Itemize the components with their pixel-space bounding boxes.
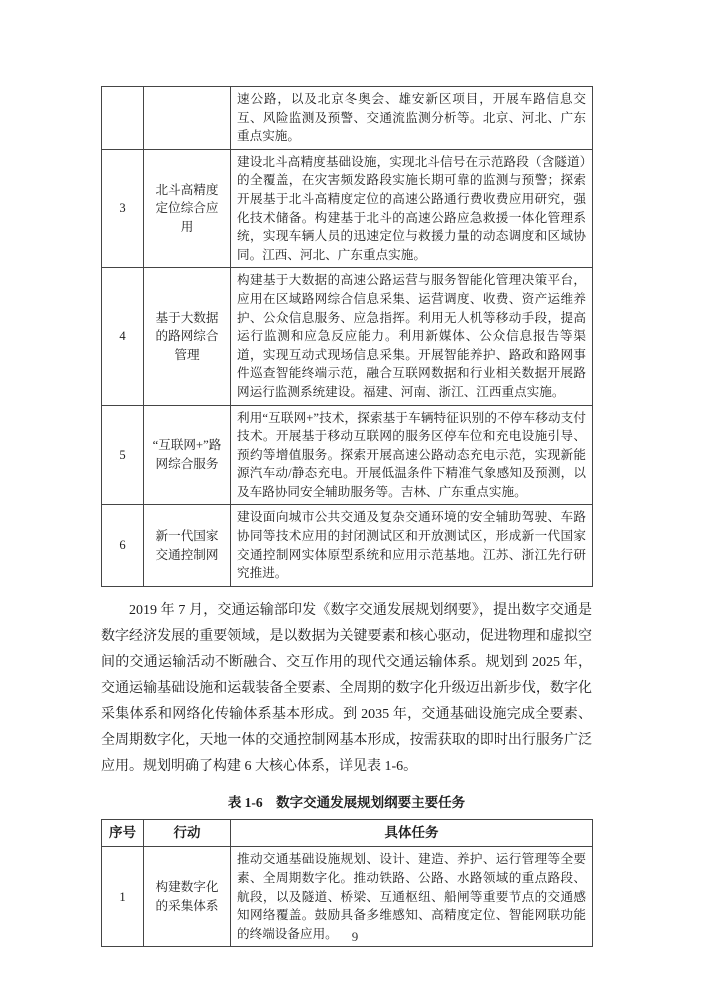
task-cell: 利用“互联网+”技术，探索基于车辆特征识别的不停车移动支付技术。开展基于移动互联网的服务区停车位和充电设施引导、预约等增值服务。探索开展高速公路动态充电示范，实现新能源汽车动/静态充电。开展低温条件下精准气象感知及预测，以及车路协同安全辅助服务等。吉林、广东重点实施。 bbox=[231, 405, 593, 505]
table-header-row bbox=[102, 819, 593, 847]
action-cell: 北斗高精度定位综合应用 bbox=[144, 149, 231, 268]
action-header: 行动 bbox=[144, 819, 231, 847]
task-cell: 建设面向城市公共交通及复杂交通环境的安全辅助驾驶、车路协同等技术应用的封闭测试区和开放测试区，形成新一代国家交通控制网实体原型系统和应用示范基地。江苏、浙江先行研究推进。 bbox=[231, 505, 593, 586]
task-cell: 构建基于大数据的高速公路运营与服务智能化管理决策平台，应用在区域路网综合信息采集、运营调度、收费、资产运维养护、公众信息服务、应急指挥。利用无人机等移动手段，提高运行监测和应急反应能力。利用新媒体、公众信息报告等渠道，实现互动式现场信息采集。开展智能养护、路政和路网事件巡查智能终端示范，融合互联网数据和行业相关数据开展路网运行监测系统建设。福建、河南、浙江、江西重点实施。 bbox=[231, 268, 593, 405]
table-row bbox=[102, 87, 593, 150]
policy-table-continued bbox=[101, 86, 593, 587]
action-cell bbox=[144, 87, 231, 150]
task-cell: 推动交通基础设施规划、设计、建造、养护、运行管理等全要素、全周期数字化。推动铁路、公路、水路领域的重点路段、航段，以及隧道、桥梁、互通枢纽、船闸等重要节点的交通感知网络覆盖。鼓励具备多维感知、高精度定位、智能网联功能的终端设备应用。 bbox=[231, 847, 593, 947]
action-cell: 构建数字化的采集体系 bbox=[144, 847, 231, 947]
task-cell: 速公路，以及北京冬奥会、雄安新区项目，开展车路信息交互、风险监测及预警、交通流监测分析等。北京、河北、广东重点实施。 bbox=[231, 87, 593, 150]
page-content bbox=[101, 86, 592, 947]
seq-cell: 3 bbox=[102, 149, 144, 268]
seq-cell: 1 bbox=[102, 847, 144, 947]
seq-header: 序号 bbox=[102, 819, 144, 847]
seq-cell: 6 bbox=[102, 505, 144, 586]
action-cell: “互联网+”路网综合服务 bbox=[144, 405, 231, 505]
task-header: 具体任务 bbox=[231, 819, 593, 847]
table-row bbox=[102, 149, 593, 268]
table-row bbox=[102, 268, 593, 405]
body-paragraph: 2019 年 7 月，交通运输部印发《数字交通发展规划纲要》，提出数字交通是数字经济发展的重要领域，是以数据为关键要素和核心驱动，促进物理和虚拟空间的交通运输活动不断融合、交互作用的现代交通运输体系。规划到 2025 年，交通运输基础设施和运载装备全要素、全周期的数字化升级迈出新步伐，数字化采集体系和网络化传输体系基本形成。到 2035 年，交通基础设施完成全要素、全周期数字化，天地一体的交通控制网基本形成，按需获取的即时出行服务广泛应用。规划明确了构建 6 大核心体系，详见表 1-6。 bbox=[101, 602, 592, 774]
task-cell: 建设北斗高精度基础设施，实现北斗信号在示范路段（含隧道）的全覆盖，在灾害频发路段实施长期可靠的监测与预警；探索开展基于北斗高精度定位的高速公路通行费收费应用研究，强化技术储备。构建基于北斗的高速公路应急救援一体化管理系统，实现车辆人员的迅速定位与救援力量的动态调度和区域协同。江西、河北、广东重点实施。 bbox=[231, 149, 593, 268]
seq-cell: 5 bbox=[102, 405, 144, 505]
seq-cell bbox=[102, 87, 144, 150]
table-row bbox=[102, 405, 593, 505]
table-1-6-caption: 表 1-6 数字交通发展规划纲要主要任务 bbox=[227, 794, 466, 810]
action-cell: 基于大数据的路网综合管理 bbox=[144, 268, 231, 405]
seq-cell: 4 bbox=[102, 268, 144, 405]
table-row bbox=[102, 505, 593, 586]
page-number: 9 bbox=[351, 929, 359, 944]
action-cell: 新一代国家交通控制网 bbox=[144, 505, 231, 586]
